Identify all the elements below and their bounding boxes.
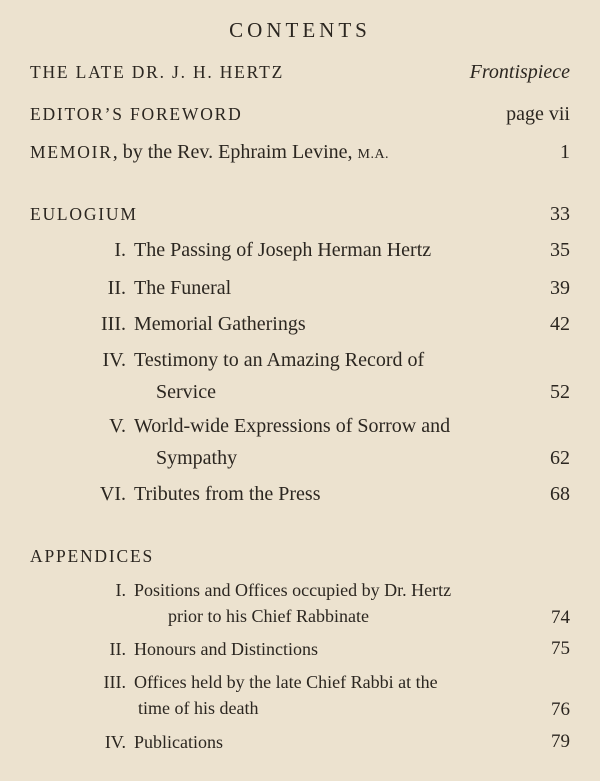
item-number: I.: [115, 580, 126, 600]
entry-title: [30, 136, 389, 171]
item-line: time of his death: [138, 698, 259, 718]
item-page: 76: [551, 699, 570, 720]
item-number: IV.: [102, 349, 126, 371]
item-title: [134, 729, 223, 755]
item-title: [134, 669, 438, 721]
item-line: Sympathy: [156, 447, 238, 469]
item-line: Publications: [134, 732, 223, 752]
entry-title-main: MEMOIR: [30, 142, 113, 162]
item-page: 35: [550, 239, 570, 261]
entry-page: Frontispiece: [469, 61, 570, 83]
item-page: 42: [550, 313, 570, 335]
page-title: CONTENTS: [229, 18, 371, 42]
item-page: 39: [550, 277, 570, 299]
item-number: III.: [101, 313, 126, 335]
item-title: [134, 577, 451, 629]
item-page: 74: [551, 607, 570, 628]
entry-page: 1: [560, 141, 570, 163]
entry-page: page vii: [506, 103, 570, 125]
item-line: World-wide Expressions of Sorrow and: [134, 415, 451, 437]
item-line: Honours and Distinctions: [134, 639, 318, 659]
section-title: APPENDICES: [30, 546, 154, 566]
item-page: 62: [550, 447, 570, 469]
item-title: [134, 478, 320, 510]
item-line: prior to his Chief Rabbinate: [168, 606, 369, 626]
item-number: II.: [107, 277, 126, 299]
item-line: Positions and Offices occupied by Dr. Hertz: [134, 580, 452, 600]
entry-title: THE LATE DR. J. H. HERTZ: [30, 62, 285, 82]
item-number: IV.: [104, 732, 126, 752]
item-title: [134, 234, 431, 266]
item-line: Offices held by the late Chief Rabbi at the: [134, 672, 438, 692]
item-page: 75: [551, 638, 570, 659]
item-title: [134, 308, 306, 340]
item-line: Tributes from the Press: [134, 483, 321, 505]
item-number: III.: [103, 672, 126, 692]
item-number: VI.: [99, 483, 126, 505]
section-page: 33: [550, 203, 570, 225]
entry-title: EDITOR’S FOREWORD: [30, 104, 243, 124]
item-line: Testimony to an Amazing Record of: [134, 349, 425, 371]
item-title: [134, 636, 318, 662]
section-title: EULOGIUM: [30, 204, 138, 224]
item-page: 79: [551, 731, 570, 752]
item-line: The Passing of Joseph Herman Hertz: [134, 239, 432, 261]
item-title: [134, 272, 231, 304]
item-title: [134, 410, 450, 474]
item-line: Memorial Gatherings: [134, 313, 306, 335]
item-line: The Funeral: [134, 277, 232, 299]
entry-title-degree: M.A.: [357, 147, 390, 162]
item-page: 52: [550, 381, 570, 403]
item-title: [134, 344, 424, 408]
item-line: Service: [156, 381, 216, 403]
item-page: 68: [550, 483, 570, 505]
item-number: V.: [109, 415, 126, 437]
item-number: II.: [109, 639, 126, 659]
item-number: I.: [114, 239, 126, 261]
entry-title-rest: , by the Rev. Ephraim Levine,: [112, 141, 353, 163]
